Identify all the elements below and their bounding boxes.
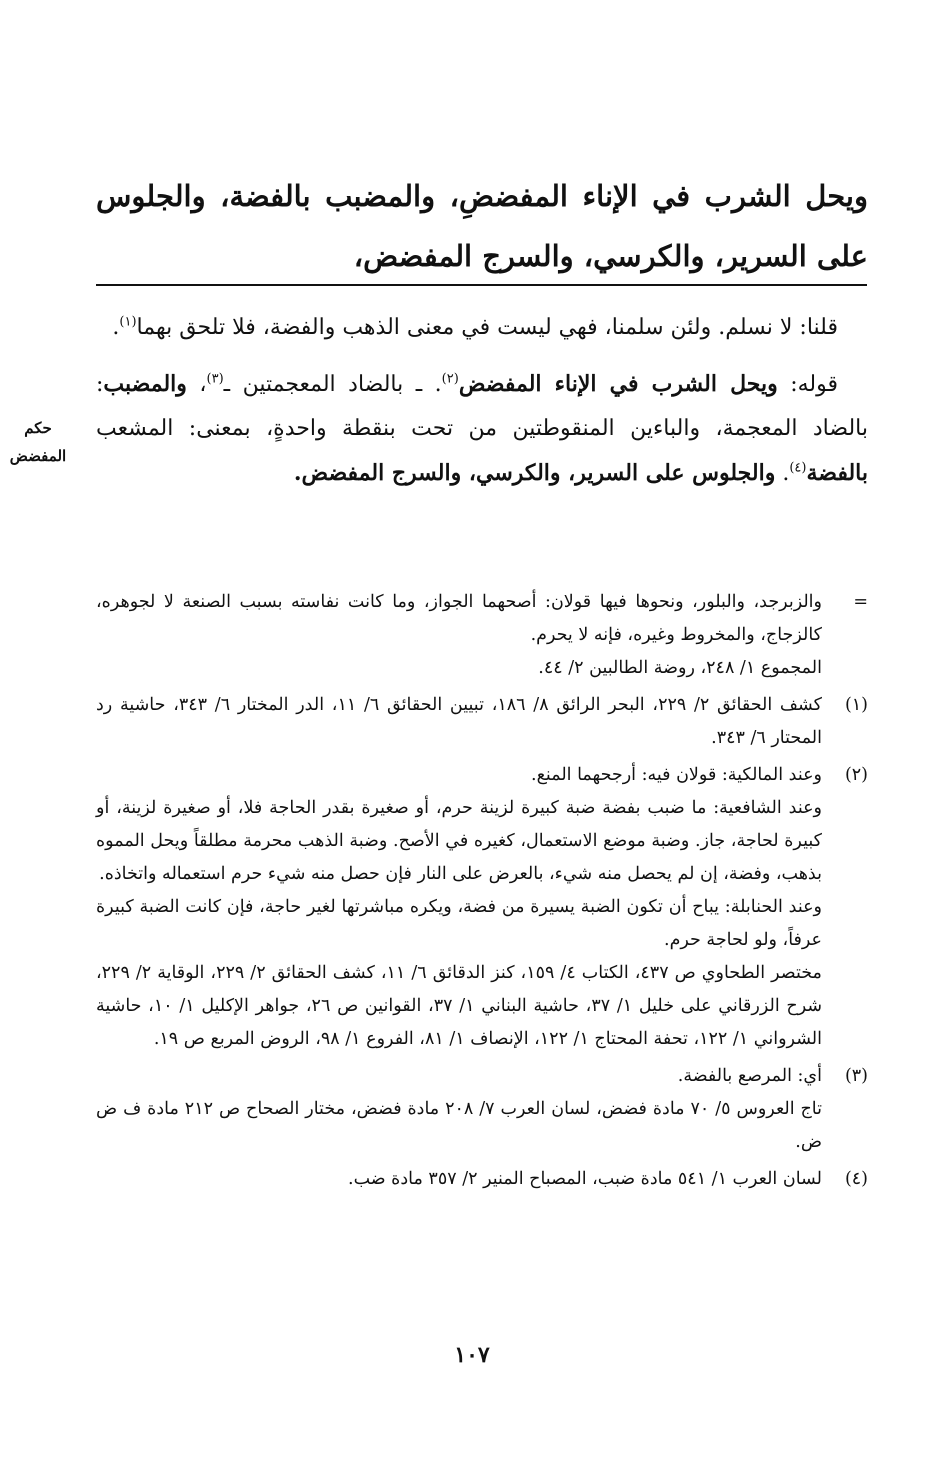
footnote-line: مختصر الطحاوي ص ٤٣٧، الكتاب ٤/ ١٥٩، كنز الدقائق ٦/ ١١، كشف الحقائق ٢/ ٢٢٩، الوقاية ٢/ ٢٢٩، شرح الزرقاني على خليل ١/ ٣٧، حاشية البناني ١/ ٣٧، القوانين ص ٢٦، جواهر الإكليل ١/ ١٠، حاشية الشرواني ١/ ١٢٢، تحفة المحتاج ١/ ١٢٢، الإنصاف ١/ ٨١، الفروع ١/ ٩٨، الروض المربع ص ١٩.	[96, 963, 823, 1049]
punctuation: .	[112, 315, 120, 340]
commentary-paragraph-1	[96, 306, 868, 350]
footnote-line: أي: المرصع بالفضة.	[677, 1066, 822, 1086]
footnotes	[96, 586, 868, 1196]
footnote-line: وعند الشافعية: ما ضبب بفضة ضبة كبيرة لزينة حرم، أو صغيرة بقدر الحاجة فلا، أو صغيرة لزينة، أو كبيرة لحاجة، جاز. وضبة موضع الاستعمال، كغيره في الأصح. وضبة الذهب محرمة مطلقاً ويحل المموه بذهب، وفضة، إن لم يحصل منه شيء، بالعرض على النار فإن حصل منه شيء حرم استعماله واتخاذه.	[96, 798, 822, 884]
separator: ،	[186, 372, 207, 397]
footnote-continued	[96, 586, 868, 685]
footnote-ref-3[interactable]: (٣)	[206, 371, 224, 387]
footnote-1	[96, 689, 868, 755]
footnote-ref-2[interactable]: (٢)	[441, 371, 459, 387]
footnote-ref-4[interactable]: (٤)	[789, 460, 807, 476]
qawluh-label: قوله:	[777, 372, 838, 397]
margin-heading-line-2: المفضض	[9, 447, 67, 465]
footnote-line: المجموع ١/ ٢٤٨، روضة الطالبين ٢/ ٤٤.	[538, 658, 822, 678]
footnote-body	[96, 1060, 822, 1159]
footnote-3	[96, 1060, 868, 1159]
footnote-body	[96, 689, 822, 755]
commentary	[96, 306, 868, 496]
footnote-line: والزبرجد، والبلور، ونحوها فيها قولان: أصحهما الجواز، وما كانت نفاسته بسبب الصنعة لا لجوهره، كالزجاج، والمخروط وغيره، فإنه لا يحرم.	[96, 592, 822, 645]
section-divider	[96, 284, 867, 286]
commentary-text: . ـ بالضاد المعجمتين ـ	[223, 372, 442, 397]
lemma-julus: والجلوس على السرير، والكرسي، والسرج المفضض.	[293, 460, 776, 486]
punctuation: .	[775, 461, 790, 486]
footnote-line: وعند الحنابلة: يباح أن تكون الضبة يسيرة من فضة، ويكره مباشرتها لغير حاجة، فإن كانت الضبة كبيرة عرفاً، ولو لحاجة حرم.	[96, 897, 822, 950]
footnote-line: لسان العرب ١/ ٥٤١ مادة ضبب، المصباح المنير ٢/ ٣٥٧ مادة ضب.	[348, 1169, 822, 1189]
footnote-number: (٣)	[844, 1066, 868, 1086]
footnote-number: =	[853, 592, 868, 612]
lemma-bil-fidda: بالفضة	[806, 460, 868, 486]
commentary-paragraph-2	[96, 362, 868, 496]
footnote-line: وعند المالكية: قولان فيه: أرجحهما المنع.	[531, 765, 822, 785]
footnote-ref-1[interactable]: (١)	[119, 314, 137, 330]
commentary-text: قلنا: لا نسلم. ولئن سلمنا، فهي ليست في معنى الذهب والفضة، فلا تلحق بهما	[136, 315, 838, 340]
main-text	[96, 166, 868, 286]
footnote-line: كشف الحقائق ٢/ ٢٢٩، البحر الرائق ٨/ ١٨٦، تبيين الحقائق ٦/ ١١، الدر المختار ٦/ ٣٤٣، حاشية رد المحتار ٦/ ٣٤٣.	[96, 695, 822, 748]
lemma-sharb: ويحل الشرب في الإناء المفضض	[458, 371, 778, 397]
page-number: ١٠٧	[454, 1342, 490, 1368]
footnote-number: (٢)	[844, 765, 868, 785]
margin-heading	[8, 414, 68, 470]
footnote-number: (٤)	[844, 1169, 868, 1189]
footnote-line: تاج العروس ٥/ ٧٠ مادة فضض، لسان العرب ٧/ ٢٠٨ مادة فضض، مختار الصحاح ص ٢١٢ مادة ف ض ض.	[96, 1099, 823, 1152]
footnote-body	[96, 759, 822, 1056]
footnote-2	[96, 759, 868, 1056]
commentary-gloss: : بالضاد المعجمة، والباءين المنقوطتين من تحت بنقطة واحدةٍ، بمعنى: المشعب	[96, 372, 868, 441]
lemma-mudabbab: والمضبب	[103, 371, 187, 397]
footnote-number: (١)	[844, 695, 868, 715]
footnote-4	[96, 1163, 868, 1196]
footnote-body	[96, 1163, 822, 1196]
footnote-body	[96, 586, 822, 685]
main-text-content: ويحل الشرب في الإناء المفضضِ، والمضبب بالفضة، والجلوس على السرير، والكرسي، والسرج المفضض،	[96, 179, 868, 273]
margin-heading-line-1: حكم	[24, 419, 52, 437]
